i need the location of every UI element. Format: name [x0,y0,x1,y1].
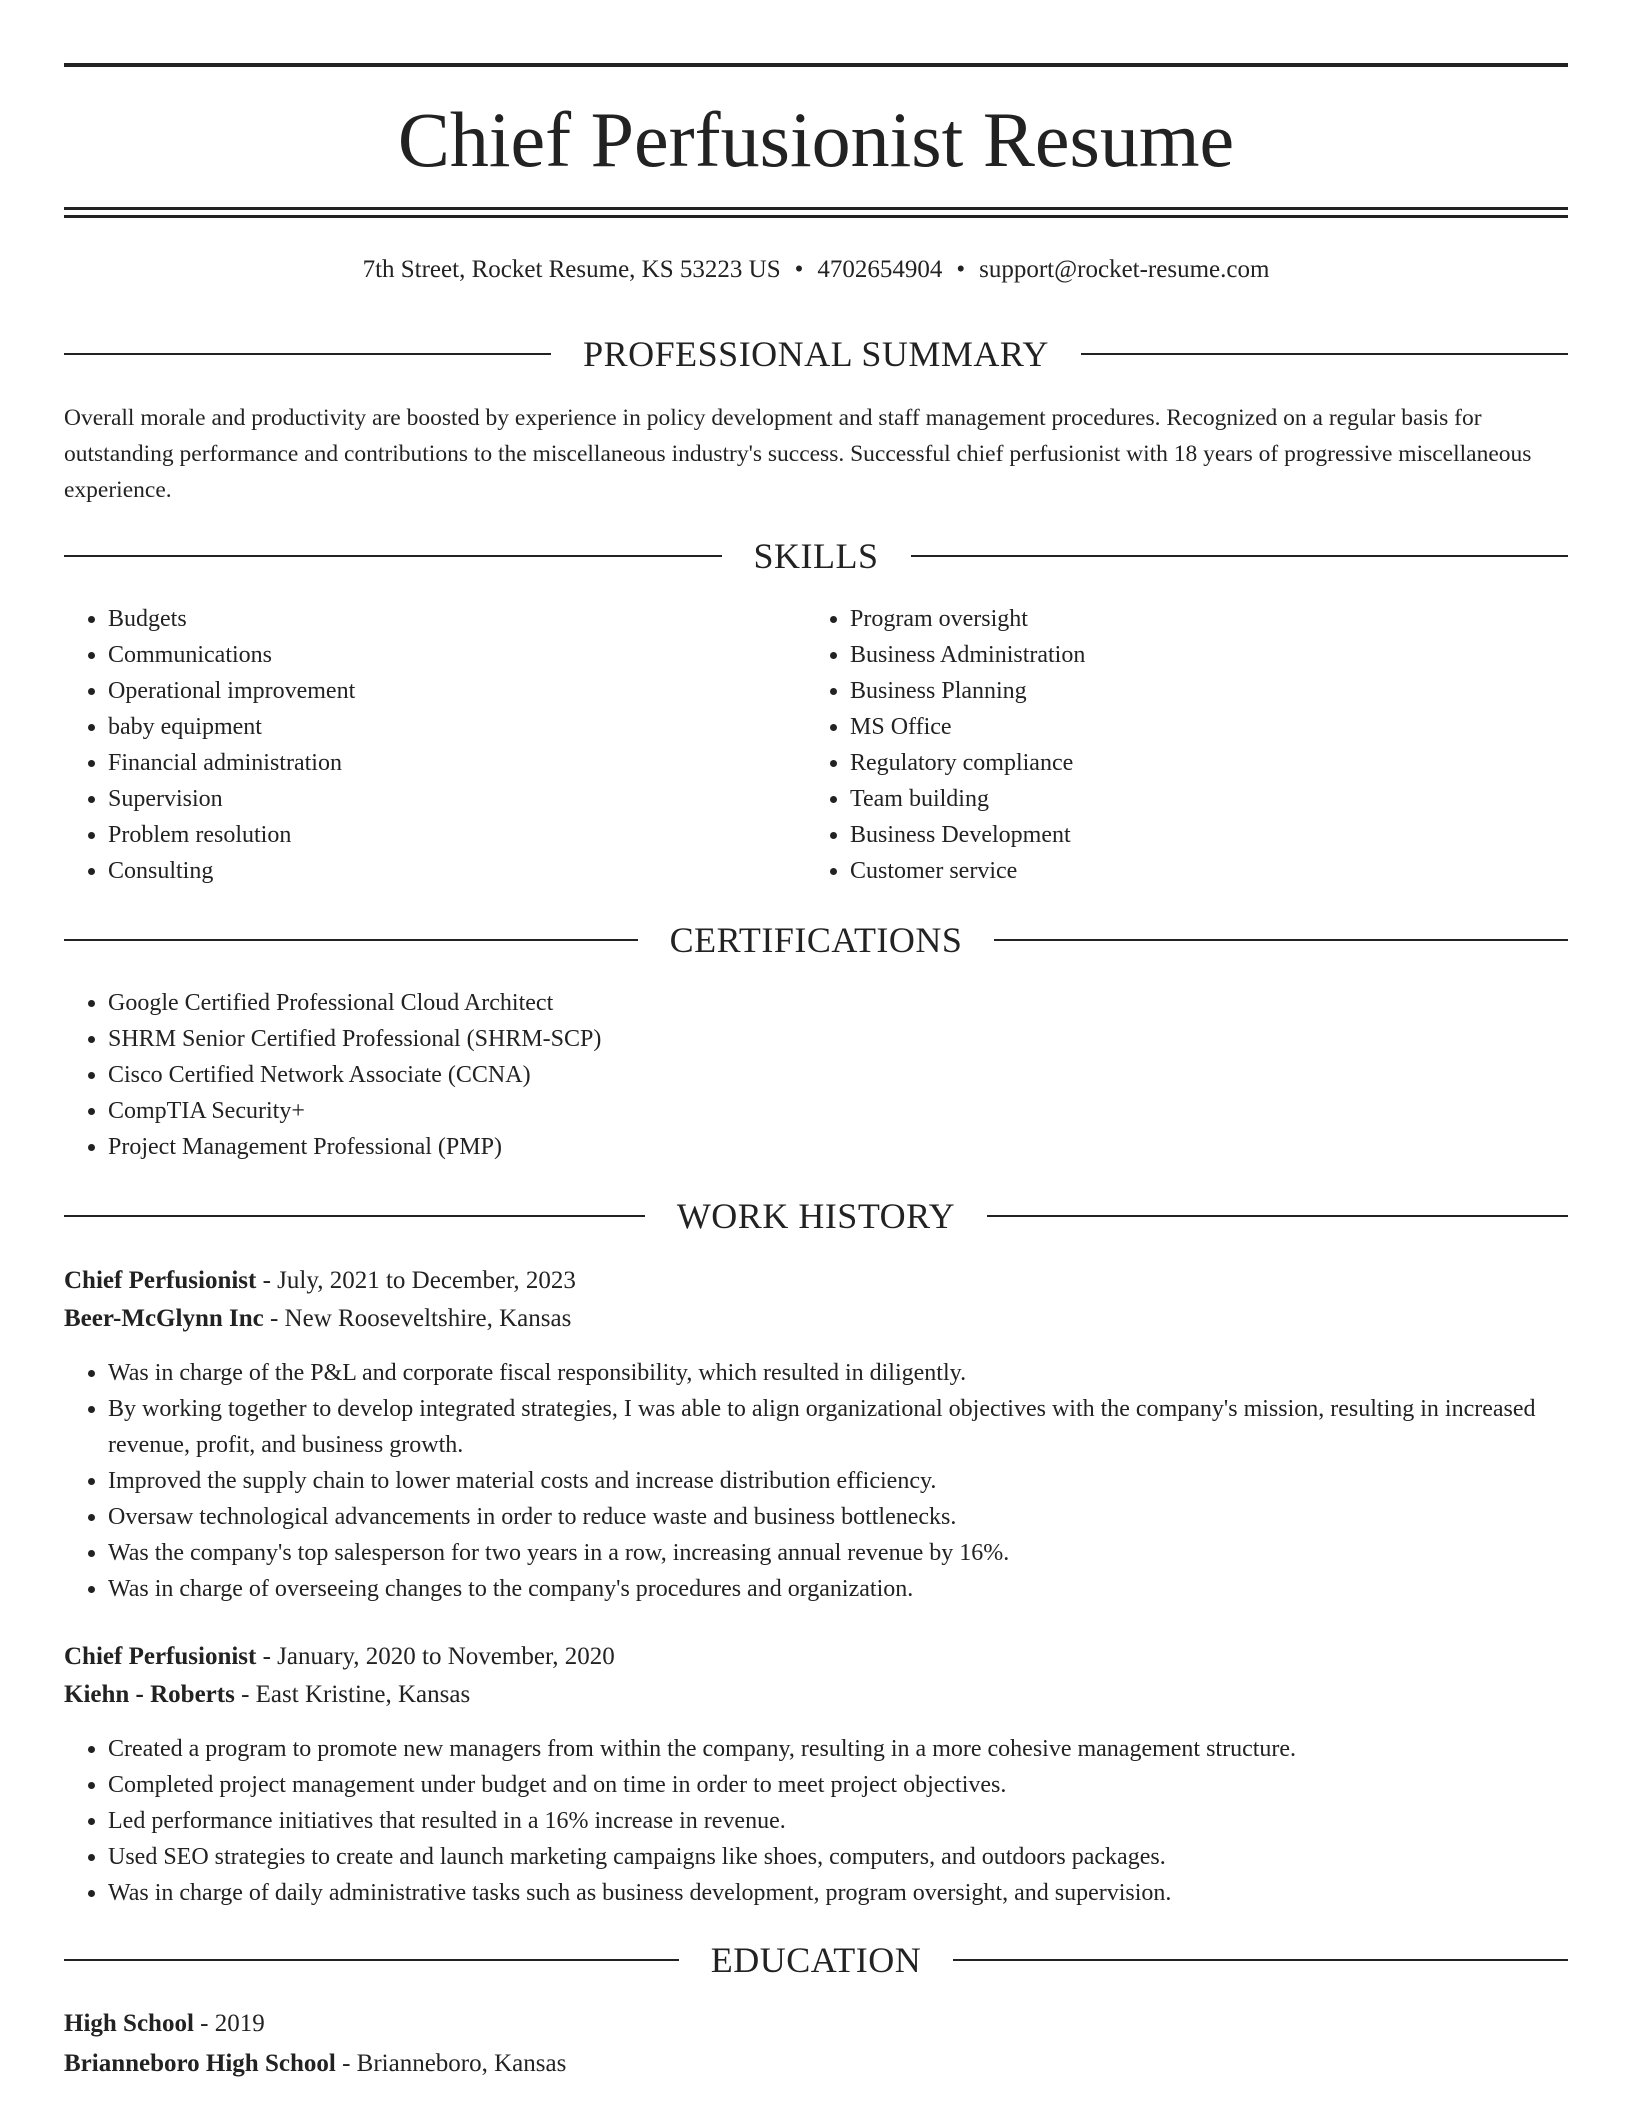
list-item: • Team building [850,781,1550,817]
list-item: • Consulting [108,853,808,889]
heading-rule [64,353,551,355]
list-item: • Program oversight [850,601,1550,637]
school-location: - Brianneboro, Kansas [335,2050,567,2077]
heading-rule [64,1215,645,1217]
skills-list-left [64,601,808,889]
list-item: • Project Management Professional (PMP) [108,1129,1568,1165]
title-rule-lower [64,215,1568,218]
list-item: • Completed project management under budget and on time in order to meet project objectives. [108,1767,1568,1803]
education-degree-line [64,2005,1568,2043]
list-item: • By working together to develop integrated strategies, I was able to align organizational objectives with the company's mission, resulting in increased revenue, profit, and business growth. [108,1391,1568,1463]
list-item: • Was in charge of overseeing changes to the company's procedures and organization. [108,1571,1568,1607]
heading-rule [64,555,722,557]
section-heading-work-history [64,1194,1568,1238]
section-title: PROFESSIONAL SUMMARY [583,334,1049,374]
list-item: • Was in charge of daily administrative tasks such as business development, program oversight, and supervision. [108,1875,1568,1911]
contact-address: 7th Street, Rocket Resume, KS 53223 US [362,256,781,283]
contact-separator: • [956,256,966,283]
list-item: • Financial administration [108,745,808,781]
list-item: • Cisco Certified Network Associate (CCNA) [108,1057,1568,1093]
contact-separator: • [794,256,804,283]
graduation-year: - 2019 [193,2010,265,2037]
company-name: Kiehn - Roberts [64,1681,235,1708]
job-title: Chief Perfusionist [64,1643,257,1670]
list-item: • Was in charge of the P&L and corporate fiscal responsibility, which resulted in diligently. [108,1355,1568,1391]
title-rule-upper [64,207,1568,210]
list-item: • Business Development [850,817,1550,853]
skills-list-right [806,601,1550,889]
job-dates: - January, 2020 to November, 2020 [256,1643,615,1670]
job-dates: - July, 2021 to December, 2023 [256,1267,576,1294]
top-rule [64,63,1568,67]
list-item: • Business Administration [850,637,1550,673]
list-item: • Was the company's top salesperson for two years in a row, increasing annual revenue by 16%. [108,1535,1568,1571]
list-item: • Regulatory compliance [850,745,1550,781]
list-item: • Communications [108,637,808,673]
list-item: • Used SEO strategies to create and launch marketing campaigns like shoes, computers, and outdoors packages. [108,1839,1568,1875]
heading-rule [64,939,638,941]
list-item: • SHRM Senior Certified Professional (SHRM-SCP) [108,1021,1568,1057]
list-item: • Operational improvement [108,673,808,709]
job-title-line [64,1638,1568,1676]
list-item: • Google Certified Professional Cloud Architect [108,985,1568,1021]
heading-rule [953,1959,1568,1961]
contact-email[interactable]: support@rocket-resume.com [979,256,1270,283]
company-location: - East Kristine, Kansas [234,1681,471,1708]
heading-rule [994,939,1568,941]
page-title: Chief Perfusionist Resume [397,96,1235,183]
list-item: • Business Planning [850,673,1550,709]
job-title: Chief Perfusionist [64,1267,257,1294]
job-title-line [64,1262,1568,1300]
list-item: • Problem resolution [108,817,808,853]
list-item: • Supervision [108,781,808,817]
company-location: - New Rooseveltshire, Kansas [263,1305,572,1332]
contact-phone: 4702654904 [817,256,943,283]
list-item: • MS Office [850,709,1550,745]
list-item: • Budgets [108,601,808,637]
heading-rule [987,1215,1568,1217]
list-item: • Created a program to promote new managers from within the company, resulting in a more cohesive management structure. [108,1731,1568,1767]
list-item: • Improved the supply chain to lower material costs and increase distribution efficiency. [108,1463,1568,1499]
certifications-list [64,985,1568,1165]
degree: High School [64,2010,194,2037]
list-item: • CompTIA Security+ [108,1093,1568,1129]
section-heading-certifications [64,918,1568,962]
section-title: SKILLS [753,536,879,576]
list-item: • Oversaw technological advancements in order to reduce waste and business bottlenecks. [108,1499,1568,1535]
contact-line [64,252,1568,288]
list-item: • baby equipment [108,709,808,745]
job-duties-list [64,1731,1568,1911]
section-heading-education [64,1938,1568,1982]
education-school-line [64,2045,1568,2083]
section-title: WORK HISTORY [676,1196,956,1236]
section-title: EDUCATION [710,1940,922,1980]
school-name: Brianneboro High School [64,2050,336,2077]
heading-rule [64,1959,679,1961]
list-item: • Led performance initiatives that resulted in a 16% increase in revenue. [108,1803,1568,1839]
job-company-line [64,1300,1568,1338]
company-name: Beer-McGlynn Inc [64,1305,264,1332]
section-heading-summary [64,332,1568,376]
section-heading-skills [64,534,1568,578]
heading-rule [911,555,1569,557]
summary-text: Overall morale and productivity are boosted by experience in policy development and staff management procedures. Recognized on a regular basis for outstanding performance and contributions to the miscellaneous industry's success. Successful chief perfusionist with 18 years of progressive miscellaneous experience. [64,405,1532,503]
job-company-line [64,1676,1568,1714]
heading-rule [1081,353,1568,355]
list-item: • Customer service [850,853,1550,889]
section-title: CERTIFICATIONS [669,920,963,960]
job-duties-list [64,1355,1568,1607]
